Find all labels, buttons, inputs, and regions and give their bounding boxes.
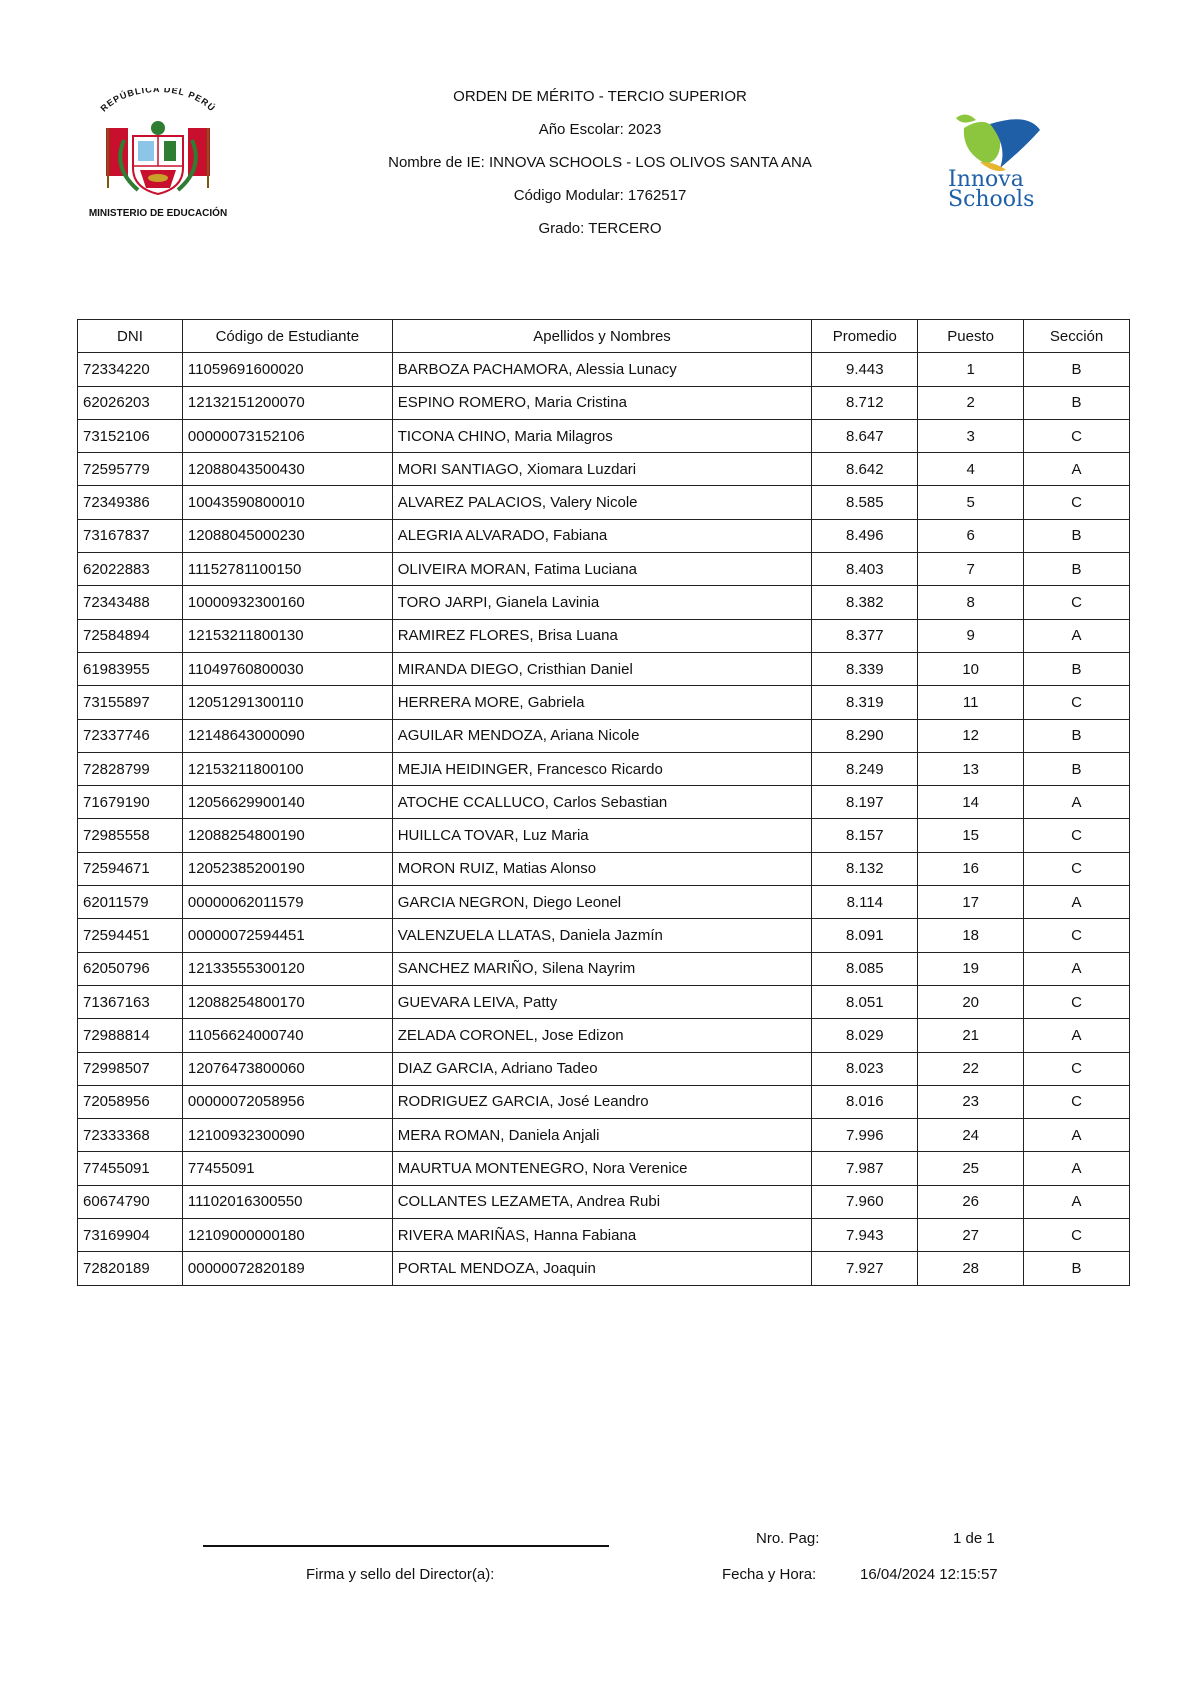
cell-rank: 25 [918,1152,1024,1185]
cell-section: B [1024,752,1130,785]
table-row [78,752,1130,785]
cell-student-code: 12109000000180 [182,1219,392,1252]
cell-dni: 73169904 [78,1219,183,1252]
datetime-label: Fecha y Hora: [722,1566,817,1583]
cell-student-code: 00000062011579 [182,886,392,919]
cell-student-code: 11056624000740 [182,1019,392,1052]
cell-student-code: 77455091 [182,1152,392,1185]
cell-student-code: 00000073152106 [182,419,392,452]
cell-average: 8.249 [812,752,918,785]
cell-student-code: 12056629900140 [182,786,392,819]
table-row [78,719,1130,752]
cell-dni: 72595779 [78,453,183,486]
table-row [78,1152,1130,1185]
cell-student-code: 00000072820189 [182,1252,392,1285]
cell-average: 8.647 [812,419,918,452]
cell-rank: 20 [918,985,1024,1018]
cell-section: A [1024,886,1130,919]
table-row [78,652,1130,685]
cell-student-code: 11152781100150 [182,553,392,586]
cell-section: A [1024,453,1130,486]
cell-average: 8.290 [812,719,918,752]
cell-full-name: BARBOZA PACHAMORA, Alessia Lunacy [392,353,812,386]
cell-section: B [1024,719,1130,752]
cell-rank: 8 [918,586,1024,619]
cell-dni: 72985558 [78,819,183,852]
cell-student-code: 12088254800190 [182,819,392,852]
cell-full-name: VALENZUELA LLATAS, Daniela Jazmín [392,919,812,952]
cell-section: C [1024,1052,1130,1085]
cell-dni: 72334220 [78,353,183,386]
cell-dni: 62050796 [78,952,183,985]
cell-dni: 72594671 [78,852,183,885]
column-header-full-name: Apellidos y Nombres [392,320,812,353]
cell-rank: 24 [918,1119,1024,1152]
cell-rank: 18 [918,919,1024,952]
page-value: 1 de 1 [953,1530,995,1547]
column-header-student-code: Código de Estudiante [182,320,392,353]
cell-full-name: ALEGRIA ALVARADO, Fabiana [392,519,812,552]
cell-section: B [1024,386,1130,419]
cell-full-name: RAMIREZ FLORES, Brisa Luana [392,619,812,652]
school-year: Año Escolar: 2023 [538,121,662,138]
page-label: Nro. Pag: [756,1530,820,1547]
cell-average: 8.051 [812,985,918,1018]
cell-section: A [1024,1185,1130,1218]
cell-rank: 7 [918,553,1024,586]
cell-student-code: 11059691600020 [182,353,392,386]
column-header-average: Promedio [812,320,918,353]
cell-student-code: 12088045000230 [182,519,392,552]
cell-student-code: 12153211800100 [182,752,392,785]
cell-student-code: 12051291300110 [182,686,392,719]
cell-full-name: TORO JARPI, Gianela Lavinia [392,586,812,619]
cell-student-code: 12076473800060 [182,1052,392,1085]
cell-student-code: 12088043500430 [182,453,392,486]
cell-full-name: OLIVEIRA MORAN, Fatima Luciana [392,553,812,586]
cell-rank: 21 [918,1019,1024,1052]
cell-full-name: PORTAL MENDOZA, Joaquin [392,1252,812,1285]
cell-average: 8.029 [812,1019,918,1052]
cell-rank: 28 [918,1252,1024,1285]
cell-section: C [1024,1085,1130,1118]
table-row [78,952,1130,985]
cell-rank: 15 [918,819,1024,852]
cell-section: B [1024,553,1130,586]
cell-dni: 72828799 [78,752,183,785]
cell-full-name: RIVERA MARIÑAS, Hanna Fabiana [392,1219,812,1252]
cell-section: C [1024,919,1130,952]
table-row [78,486,1130,519]
cell-dni: 72594451 [78,919,183,952]
table-row [78,1219,1130,1252]
table-row [78,919,1130,952]
cell-dni: 62022883 [78,553,183,586]
cell-full-name: MIRANDA DIEGO, Cristhian Daniel [392,652,812,685]
cell-section: C [1024,586,1130,619]
cell-full-name: HERRERA MORE, Gabriela [392,686,812,719]
cell-full-name: ALVAREZ PALACIOS, Valery Nicole [392,486,812,519]
cell-full-name: ATOCHE CCALLUCO, Carlos Sebastian [392,786,812,819]
table-row [78,553,1130,586]
cell-rank: 11 [918,686,1024,719]
cell-student-code: 00000072594451 [182,919,392,952]
cell-average: 8.157 [812,819,918,852]
table-row [78,852,1130,885]
cell-average: 8.585 [812,486,918,519]
school-name: Nombre de IE: INNOVA SCHOOLS - LOS OLIVOS SANTA ANA [388,154,812,171]
cell-dni: 71367163 [78,985,183,1018]
cell-section: C [1024,852,1130,885]
table-row [78,1085,1130,1118]
table-row [78,519,1130,552]
cell-section: A [1024,1019,1130,1052]
cell-rank: 22 [918,1052,1024,1085]
cell-average: 8.382 [812,586,918,619]
cell-full-name: DIAZ GARCIA, Adriano Tadeo [392,1052,812,1085]
cell-dni: 72349386 [78,486,183,519]
cell-student-code: 12153211800130 [182,619,392,652]
table-row [78,586,1130,619]
cell-section: B [1024,353,1130,386]
cell-dni: 62026203 [78,386,183,419]
cell-dni: 73152106 [78,419,183,452]
cell-average: 8.197 [812,786,918,819]
cell-rank: 27 [918,1219,1024,1252]
innova-leaf-icon [940,108,1066,210]
cell-rank: 23 [918,1085,1024,1118]
cell-average: 8.016 [812,1085,918,1118]
cell-full-name: COLLANTES LEZAMETA, Andrea Rubi [392,1185,812,1218]
cell-student-code: 10043590800010 [182,486,392,519]
cell-average: 8.023 [812,1052,918,1085]
cell-full-name: TICONA CHINO, Maria Milagros [392,419,812,452]
signature-line [203,1545,609,1547]
cell-average: 8.496 [812,519,918,552]
cell-section: C [1024,985,1130,1018]
cell-full-name: MEJIA HEIDINGER, Francesco Ricardo [392,752,812,785]
cell-dni: 72584894 [78,619,183,652]
cell-dni: 61983955 [78,652,183,685]
cell-dni: 71679190 [78,786,183,819]
table-row [78,619,1130,652]
table-row [78,1052,1130,1085]
cell-section: A [1024,1152,1130,1185]
cell-full-name: AGUILAR MENDOZA, Ariana Nicole [392,719,812,752]
cell-student-code: 11049760800030 [182,652,392,685]
table-row [78,419,1130,452]
cell-section: B [1024,652,1130,685]
svg-text:REPÚBLICA DEL PERÚ: REPÚBLICA DEL PERÚ [98,88,218,114]
cell-average: 8.132 [812,852,918,885]
cell-rank: 14 [918,786,1024,819]
cell-dni: 77455091 [78,1152,183,1185]
cell-student-code: 12132151200070 [182,386,392,419]
table-row [78,1252,1130,1285]
cell-full-name: ESPINO ROMERO, Maria Cristina [392,386,812,419]
cell-rank: 10 [918,652,1024,685]
cell-rank: 1 [918,353,1024,386]
cell-dni: 73155897 [78,686,183,719]
cell-student-code: 12088254800170 [182,985,392,1018]
cell-section: C [1024,419,1130,452]
cell-section: A [1024,619,1130,652]
cell-section: A [1024,952,1130,985]
svg-text:Schools: Schools [948,187,1035,210]
cell-rank: 9 [918,619,1024,652]
table-body [78,353,1130,1285]
column-header-dni: DNI [78,320,183,353]
cell-full-name: HUILLCA TOVAR, Luz Maria [392,819,812,852]
cell-average: 8.712 [812,386,918,419]
cell-full-name: GARCIA NEGRON, Diego Leonel [392,886,812,919]
cell-section: C [1024,819,1130,852]
cell-average: 7.996 [812,1119,918,1152]
cell-average: 7.927 [812,1252,918,1285]
cell-full-name: ZELADA CORONEL, Jose Edizon [392,1019,812,1052]
cell-average: 8.085 [812,952,918,985]
cell-dni: 72337746 [78,719,183,752]
table-row [78,786,1130,819]
cell-rank: 17 [918,886,1024,919]
cell-average: 8.377 [812,619,918,652]
table-row [78,386,1130,419]
cell-full-name: MAURTUA MONTENEGRO, Nora Verenice [392,1152,812,1185]
cell-section: C [1024,1219,1130,1252]
table-header-row [78,320,1130,353]
cell-full-name: MORI SANTIAGO, Xiomara Luzdari [392,453,812,486]
cell-average: 8.319 [812,686,918,719]
cell-dni: 73167837 [78,519,183,552]
table-row [78,819,1130,852]
datetime-value: 16/04/2024 12:15:57 [860,1566,998,1583]
cell-student-code: 10000932300160 [182,586,392,619]
cell-rank: 26 [918,1185,1024,1218]
table-row [78,1185,1130,1218]
svg-text:MINISTERIO DE EDUCACIÓN: MINISTERIO DE EDUCACIÓN [88,208,228,219]
cell-full-name: GUEVARA LEIVA, Patty [392,985,812,1018]
cell-full-name: RODRIGUEZ GARCIA, José Leandro [392,1085,812,1118]
cell-student-code: 00000072058956 [182,1085,392,1118]
cell-student-code: 12100932300090 [182,1119,392,1152]
cell-full-name: SANCHEZ MARIÑO, Silena Nayrim [392,952,812,985]
cell-rank: 6 [918,519,1024,552]
cell-average: 7.960 [812,1185,918,1218]
cell-dni: 72998507 [78,1052,183,1085]
table-row [78,686,1130,719]
cell-section: C [1024,486,1130,519]
cell-dni: 72058956 [78,1085,183,1118]
table-row [78,353,1130,386]
table-row [78,985,1130,1018]
cell-dni: 62011579 [78,886,183,919]
cell-rank: 2 [918,386,1024,419]
modular-code: Código Modular: 1762517 [513,187,687,204]
coat-of-arms-icon [78,88,238,224]
cell-student-code: 12133555300120 [182,952,392,985]
cell-rank: 4 [918,453,1024,486]
cell-rank: 16 [918,852,1024,885]
cell-dni: 72988814 [78,1019,183,1052]
signature-label: Firma y sello del Director(a): [306,1566,495,1583]
innova-schools-logo [940,108,1066,210]
cell-section: A [1024,786,1130,819]
cell-rank: 5 [918,486,1024,519]
cell-student-code: 12148643000090 [182,719,392,752]
cell-rank: 3 [918,419,1024,452]
cell-section: A [1024,1119,1130,1152]
cell-average: 7.943 [812,1219,918,1252]
cell-student-code: 12052385200190 [182,852,392,885]
document-title: ORDEN DE MÉRITO - TERCIO SUPERIOR [453,88,747,105]
cell-average: 7.987 [812,1152,918,1185]
ministerio-educacion-logo [78,88,238,224]
table-row [78,453,1130,486]
cell-dni: 72820189 [78,1252,183,1285]
cell-section: B [1024,519,1130,552]
cell-student-code: 11102016300550 [182,1185,392,1218]
cell-full-name: MORON RUIZ, Matias Alonso [392,852,812,885]
svg-text:Innova: Innova [948,167,1024,192]
cell-dni: 72333368 [78,1119,183,1152]
cell-dni: 72343488 [78,586,183,619]
cell-section: C [1024,686,1130,719]
document-header [300,80,900,245]
cell-section: B [1024,1252,1130,1285]
table-row [78,1019,1130,1052]
cell-average: 8.339 [812,652,918,685]
cell-rank: 19 [918,952,1024,985]
column-header-section: Sección [1024,320,1130,353]
cell-average: 9.443 [812,353,918,386]
table-row [78,1119,1130,1152]
table-row [78,886,1130,919]
merit-table [77,319,1130,1286]
column-header-rank: Puesto [918,320,1024,353]
grade: Grado: TERCERO [538,220,662,237]
cell-rank: 12 [918,719,1024,752]
cell-full-name: MERA ROMAN, Daniela Anjali [392,1119,812,1152]
cell-average: 8.114 [812,886,918,919]
cell-average: 8.403 [812,553,918,586]
cell-average: 8.091 [812,919,918,952]
cell-rank: 13 [918,752,1024,785]
cell-dni: 60674790 [78,1185,183,1218]
cell-average: 8.642 [812,453,918,486]
